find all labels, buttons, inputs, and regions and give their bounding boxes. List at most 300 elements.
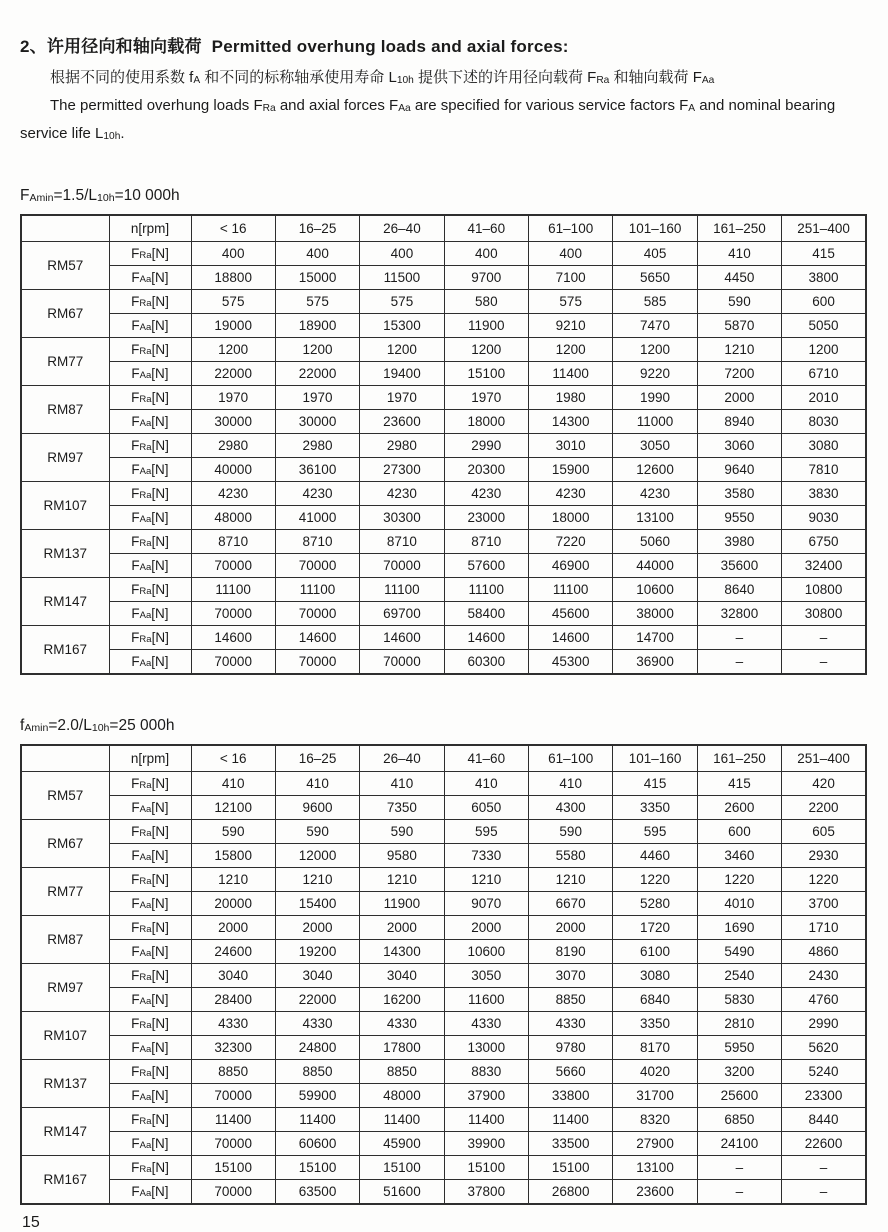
speed-header-cell: 251–400 <box>782 745 866 772</box>
fra-value-cell: 3040 <box>360 964 444 988</box>
faa-value-cell: 2600 <box>697 796 781 820</box>
faa-value-cell: 8170 <box>613 1036 697 1060</box>
fra-value-cell: 1970 <box>360 386 444 410</box>
fra-value-cell: 2430 <box>782 964 866 988</box>
fra-value-cell: 1210 <box>444 868 528 892</box>
rpm-header-cell: n[rpm] <box>109 745 191 772</box>
faa-value-cell: 6710 <box>782 362 866 386</box>
faa-value-cell: 7200 <box>697 362 781 386</box>
faa-value-cell: – <box>697 650 781 675</box>
fra-value-cell: 410 <box>360 772 444 796</box>
fra-value-cell: 2010 <box>782 386 866 410</box>
fra-value-cell: 8320 <box>613 1108 697 1132</box>
faa-value-cell: 5620 <box>782 1036 866 1060</box>
faa-value-cell: 12100 <box>191 796 275 820</box>
model-cell: RM147 <box>21 578 109 626</box>
faa-value-cell: 9550 <box>697 506 781 530</box>
fra-value-cell: 3830 <box>782 482 866 506</box>
fra-value-cell: 590 <box>360 820 444 844</box>
faa-value-cell: 3800 <box>782 266 866 290</box>
fra-value-cell: 8850 <box>191 1060 275 1084</box>
fra-value-cell: 400 <box>360 242 444 266</box>
table-row-faa <box>21 458 866 482</box>
faa-value-cell: 23300 <box>782 1084 866 1108</box>
table-header-row <box>21 745 866 772</box>
fra-value-cell: 595 <box>613 820 697 844</box>
model-cell: RM67 <box>21 820 109 868</box>
faa-value-cell: 4760 <box>782 988 866 1012</box>
faa-label-cell: $F_{Aa}[N]$ <box>109 410 191 434</box>
fra-value-cell: 405 <box>613 242 697 266</box>
fra-value-cell: 3350 <box>613 1012 697 1036</box>
fra-label-cell: $F_{Ra}[N]$ <box>109 820 191 844</box>
faa-value-cell: 5830 <box>697 988 781 1012</box>
model-cell: RM87 <box>21 916 109 964</box>
faa-value-cell: 36900 <box>613 650 697 675</box>
faa-value-cell: 4860 <box>782 940 866 964</box>
fra-label-cell: $F_{Ra}[N]$ <box>109 578 191 602</box>
faa-value-cell: 46900 <box>529 554 613 578</box>
faa-value-cell: 18000 <box>444 410 528 434</box>
faa-value-cell: 45300 <box>529 650 613 675</box>
faa-value-cell: 13000 <box>444 1036 528 1060</box>
faa-value-cell: 20300 <box>444 458 528 482</box>
fra-label-cell: $F_{Ra}[N]$ <box>109 1060 191 1084</box>
faa-value-cell: 19400 <box>360 362 444 386</box>
faa-value-cell: 39900 <box>444 1132 528 1156</box>
fra-value-cell: 2000 <box>444 916 528 940</box>
faa-value-cell: 9220 <box>613 362 697 386</box>
faa-value-cell: 13100 <box>613 506 697 530</box>
fra-label-cell: $F_{Ra}[N]$ <box>109 626 191 650</box>
fra-label-cell: $F_{Ra}[N]$ <box>109 868 191 892</box>
faa-value-cell: 30300 <box>360 506 444 530</box>
table-row-faa <box>21 1132 866 1156</box>
fra-value-cell: 1200 <box>782 338 866 362</box>
faa-value-cell: 70000 <box>275 602 359 626</box>
fra-value-cell: 1990 <box>613 386 697 410</box>
faa-value-cell: 33500 <box>529 1132 613 1156</box>
fra-value-cell: 14600 <box>191 626 275 650</box>
faa-value-cell: 18000 <box>529 506 613 530</box>
table-row-fra <box>21 1156 866 1180</box>
faa-value-cell: – <box>782 1180 866 1205</box>
fra-value-cell: 4020 <box>613 1060 697 1084</box>
fra-value-cell: 1200 <box>275 338 359 362</box>
faa-value-cell: 4300 <box>529 796 613 820</box>
faa-value-cell: 37800 <box>444 1180 528 1205</box>
faa-label-cell: $F_{Aa}[N]$ <box>109 796 191 820</box>
faa-value-cell: 27900 <box>613 1132 697 1156</box>
fra-value-cell: 15100 <box>444 1156 528 1180</box>
faa-value-cell: 18900 <box>275 314 359 338</box>
faa-label-cell: $F_{Aa}[N]$ <box>109 1180 191 1205</box>
faa-value-cell: 32300 <box>191 1036 275 1060</box>
speed-header-cell: 16–25 <box>275 745 359 772</box>
faa-value-cell: 9210 <box>529 314 613 338</box>
table-row-faa <box>21 892 866 916</box>
faa-value-cell: 12000 <box>275 844 359 868</box>
speed-header-cell: 161–250 <box>697 745 781 772</box>
faa-value-cell: 69700 <box>360 602 444 626</box>
faa-value-cell: 6670 <box>529 892 613 916</box>
speed-header-cell: 161–250 <box>697 215 781 242</box>
page-title-zh: 2、许用径向和轴向载荷 <box>20 37 202 56</box>
fra-label-cell: $F_{Ra}[N]$ <box>109 916 191 940</box>
faa-value-cell: 8190 <box>529 940 613 964</box>
fra-value-cell: 590 <box>191 820 275 844</box>
faa-value-cell: 7330 <box>444 844 528 868</box>
faa-value-cell: 11900 <box>360 892 444 916</box>
fra-value-cell: 2990 <box>782 1012 866 1036</box>
faa-value-cell: 58400 <box>444 602 528 626</box>
fra-value-cell: 11100 <box>275 578 359 602</box>
fra-value-cell: 590 <box>529 820 613 844</box>
faa-value-cell: 11600 <box>444 988 528 1012</box>
fra-label-cell: $F_{Ra}[N]$ <box>109 386 191 410</box>
faa-value-cell: 30800 <box>782 602 866 626</box>
fra-value-cell: 1210 <box>697 338 781 362</box>
fra-value-cell: 1970 <box>275 386 359 410</box>
fra-label-cell: $F_{Ra}[N]$ <box>109 482 191 506</box>
faa-value-cell: 15100 <box>444 362 528 386</box>
faa-value-cell: 30000 <box>191 410 275 434</box>
faa-value-cell: 14300 <box>360 940 444 964</box>
speed-header-cell: < 16 <box>191 745 275 772</box>
faa-label-cell: $F_{Aa}[N]$ <box>109 602 191 626</box>
faa-label-cell: $F_{Aa}[N]$ <box>109 362 191 386</box>
fra-label-cell: $F_{Ra}[N]$ <box>109 338 191 362</box>
fra-value-cell: 2000 <box>191 916 275 940</box>
fra-value-cell: 580 <box>444 290 528 314</box>
faa-value-cell: 9780 <box>529 1036 613 1060</box>
fra-label-cell: $F_{Ra}[N]$ <box>109 434 191 458</box>
fra-value-cell: – <box>782 626 866 650</box>
fra-value-cell: 590 <box>697 290 781 314</box>
faa-value-cell: 15000 <box>275 266 359 290</box>
fra-value-cell: 585 <box>613 290 697 314</box>
fra-value-cell: 8710 <box>444 530 528 554</box>
faa-label-cell: $F_{Aa}[N]$ <box>109 554 191 578</box>
faa-value-cell: 41000 <box>275 506 359 530</box>
fra-value-cell: 4230 <box>444 482 528 506</box>
table2-caption: $f_{Amin}=2.0/L_{10h}=25$ 000h <box>20 717 175 734</box>
fra-value-cell: 400 <box>191 242 275 266</box>
table-row-faa <box>21 940 866 964</box>
rpm-header-cell: n[rpm] <box>109 215 191 242</box>
fra-value-cell: 15100 <box>191 1156 275 1180</box>
fra-value-cell: 2980 <box>275 434 359 458</box>
fra-value-cell: 4330 <box>275 1012 359 1036</box>
fra-value-cell: 1970 <box>191 386 275 410</box>
model-cell: RM87 <box>21 386 109 434</box>
fra-value-cell: 10800 <box>782 578 866 602</box>
fra-value-cell: 11100 <box>360 578 444 602</box>
model-cell: RM57 <box>21 772 109 820</box>
table-row-fra <box>21 434 866 458</box>
fra-value-cell: 14600 <box>275 626 359 650</box>
faa-value-cell: 59900 <box>275 1084 359 1108</box>
faa-value-cell: 37900 <box>444 1084 528 1108</box>
corner-cell <box>21 745 109 772</box>
table-row-fra <box>21 242 866 266</box>
faa-label-cell: $F_{Aa}[N]$ <box>109 650 191 675</box>
faa-value-cell: 25600 <box>697 1084 781 1108</box>
faa-value-cell: 70000 <box>360 650 444 675</box>
faa-value-cell: 31700 <box>613 1084 697 1108</box>
table-row-faa <box>21 314 866 338</box>
fra-value-cell: 2540 <box>697 964 781 988</box>
fra-value-cell: 1200 <box>360 338 444 362</box>
faa-value-cell: 22600 <box>782 1132 866 1156</box>
faa-value-cell: 45600 <box>529 602 613 626</box>
faa-value-cell: 22000 <box>191 362 275 386</box>
faa-value-cell: 15800 <box>191 844 275 868</box>
faa-value-cell: 16200 <box>360 988 444 1012</box>
faa-value-cell: 5950 <box>697 1036 781 1060</box>
faa-label-cell: $F_{Aa}[N]$ <box>109 314 191 338</box>
table-row-fra <box>21 530 866 554</box>
fra-value-cell: 5060 <box>613 530 697 554</box>
fra-value-cell: 8710 <box>275 530 359 554</box>
fra-value-cell: 4230 <box>613 482 697 506</box>
faa-value-cell: 70000 <box>191 1132 275 1156</box>
faa-value-cell: 70000 <box>191 1084 275 1108</box>
fra-value-cell: 1970 <box>444 386 528 410</box>
faa-value-cell: 8030 <box>782 410 866 434</box>
fra-value-cell: 8830 <box>444 1060 528 1084</box>
faa-label-cell: $F_{Aa}[N]$ <box>109 266 191 290</box>
fra-label-cell: $F_{Ra}[N]$ <box>109 1108 191 1132</box>
faa-value-cell: 70000 <box>275 650 359 675</box>
speed-header-cell: 101–160 <box>613 215 697 242</box>
fra-value-cell: 1710 <box>782 916 866 940</box>
load-table <box>20 744 867 1205</box>
faa-value-cell: 4450 <box>697 266 781 290</box>
faa-value-cell: – <box>697 1180 781 1205</box>
faa-label-cell: $F_{Aa}[N]$ <box>109 940 191 964</box>
fra-value-cell: 1210 <box>275 868 359 892</box>
faa-value-cell: 3350 <box>613 796 697 820</box>
fra-value-cell: 3040 <box>275 964 359 988</box>
faa-label-cell: $F_{Aa}[N]$ <box>109 458 191 482</box>
fra-value-cell: 400 <box>529 242 613 266</box>
faa-value-cell: 15400 <box>275 892 359 916</box>
fra-value-cell: 8440 <box>782 1108 866 1132</box>
faa-value-cell: 9640 <box>697 458 781 482</box>
faa-value-cell: 15900 <box>529 458 613 482</box>
page-title <box>20 32 868 57</box>
fra-value-cell: 590 <box>275 820 359 844</box>
fra-value-cell: 2000 <box>360 916 444 940</box>
fra-value-cell: 8640 <box>697 578 781 602</box>
table-row-faa <box>21 554 866 578</box>
table-row-faa <box>21 988 866 1012</box>
table1-container <box>20 214 868 675</box>
faa-value-cell: 11000 <box>613 410 697 434</box>
fra-value-cell: 415 <box>613 772 697 796</box>
fra-value-cell: 11400 <box>360 1108 444 1132</box>
fra-value-cell: – <box>697 1156 781 1180</box>
faa-label-cell: $F_{Aa}[N]$ <box>109 844 191 868</box>
faa-value-cell: 48000 <box>191 506 275 530</box>
table-row-fra <box>21 1060 866 1084</box>
fra-value-cell: 2000 <box>529 916 613 940</box>
faa-value-cell: 4010 <box>697 892 781 916</box>
fra-value-cell: 11400 <box>275 1108 359 1132</box>
speed-header-cell: < 16 <box>191 215 275 242</box>
faa-value-cell: 10600 <box>444 940 528 964</box>
faa-value-cell: 33800 <box>529 1084 613 1108</box>
faa-value-cell: 12600 <box>613 458 697 482</box>
fra-value-cell: 10600 <box>613 578 697 602</box>
faa-value-cell: 32400 <box>782 554 866 578</box>
faa-value-cell: 44000 <box>613 554 697 578</box>
speed-header-cell: 41–60 <box>444 745 528 772</box>
fra-value-cell: 1200 <box>191 338 275 362</box>
faa-label-cell: $F_{Aa}[N]$ <box>109 1036 191 1060</box>
fra-value-cell: 600 <box>782 290 866 314</box>
faa-label-cell: $F_{Aa}[N]$ <box>109 988 191 1012</box>
speed-header-cell: 26–40 <box>360 215 444 242</box>
load-table <box>20 214 867 675</box>
fra-value-cell: 3070 <box>529 964 613 988</box>
model-cell: RM107 <box>21 1012 109 1060</box>
fra-value-cell: 595 <box>444 820 528 844</box>
fra-value-cell: 1200 <box>529 338 613 362</box>
fra-value-cell: 11100 <box>529 578 613 602</box>
model-cell: RM67 <box>21 290 109 338</box>
fra-value-cell: 575 <box>360 290 444 314</box>
fra-label-cell: $F_{Ra}[N]$ <box>109 242 191 266</box>
faa-value-cell: 7350 <box>360 796 444 820</box>
faa-value-cell: 24800 <box>275 1036 359 1060</box>
fra-value-cell: 1210 <box>191 868 275 892</box>
page-title-en: Permitted overhung loads and axial forces: <box>211 37 569 56</box>
faa-value-cell: 19200 <box>275 940 359 964</box>
fra-label-cell: $F_{Ra}[N]$ <box>109 964 191 988</box>
fra-value-cell: 3050 <box>613 434 697 458</box>
fra-value-cell: 2980 <box>191 434 275 458</box>
faa-value-cell: 7100 <box>529 266 613 290</box>
table-row-fra <box>21 290 866 314</box>
fra-value-cell: 400 <box>275 242 359 266</box>
fra-value-cell: 4230 <box>275 482 359 506</box>
fra-value-cell: 13100 <box>613 1156 697 1180</box>
table-row-faa <box>21 506 866 530</box>
fra-value-cell: 15100 <box>275 1156 359 1180</box>
faa-value-cell: 7810 <box>782 458 866 482</box>
faa-value-cell: 18800 <box>191 266 275 290</box>
fra-value-cell: 14600 <box>360 626 444 650</box>
table-header-row <box>21 215 866 242</box>
model-cell: RM167 <box>21 1156 109 1205</box>
faa-value-cell: 3700 <box>782 892 866 916</box>
fra-value-cell: 6750 <box>782 530 866 554</box>
fra-value-cell: 11400 <box>191 1108 275 1132</box>
faa-value-cell: 11900 <box>444 314 528 338</box>
table-row-fra <box>21 482 866 506</box>
fra-value-cell: 11100 <box>191 578 275 602</box>
fra-value-cell: 3040 <box>191 964 275 988</box>
table-row-fra <box>21 868 866 892</box>
fra-value-cell: 2810 <box>697 1012 781 1036</box>
faa-value-cell: 19000 <box>191 314 275 338</box>
table-row-faa <box>21 602 866 626</box>
faa-value-cell: 28400 <box>191 988 275 1012</box>
fra-value-cell: 415 <box>782 242 866 266</box>
table-row-faa <box>21 362 866 386</box>
faa-label-cell: $F_{Aa}[N]$ <box>109 892 191 916</box>
fra-value-cell: 410 <box>444 772 528 796</box>
faa-value-cell: 30000 <box>275 410 359 434</box>
fra-value-cell: 1690 <box>697 916 781 940</box>
faa-value-cell: 40000 <box>191 458 275 482</box>
speed-header-cell: 61–100 <box>529 215 613 242</box>
fra-value-cell: 8850 <box>360 1060 444 1084</box>
speed-header-cell: 26–40 <box>360 745 444 772</box>
fra-value-cell: 3980 <box>697 530 781 554</box>
model-cell: RM147 <box>21 1108 109 1156</box>
table-row-fra <box>21 772 866 796</box>
faa-value-cell: 5280 <box>613 892 697 916</box>
faa-value-cell: 9580 <box>360 844 444 868</box>
page-number: 15 <box>22 1214 40 1231</box>
fra-value-cell: 420 <box>782 772 866 796</box>
fra-value-cell: 3060 <box>697 434 781 458</box>
fra-value-cell: 605 <box>782 820 866 844</box>
faa-value-cell: 51600 <box>360 1180 444 1205</box>
faa-value-cell: 70000 <box>360 554 444 578</box>
fra-value-cell: 410 <box>697 242 781 266</box>
fra-value-cell: 4230 <box>529 482 613 506</box>
fra-value-cell: 575 <box>275 290 359 314</box>
model-cell: RM97 <box>21 964 109 1012</box>
faa-value-cell: 32800 <box>697 602 781 626</box>
faa-value-cell: 5050 <box>782 314 866 338</box>
fra-label-cell: $F_{Ra}[N]$ <box>109 772 191 796</box>
fra-value-cell: 7220 <box>529 530 613 554</box>
fra-value-cell: 1220 <box>613 868 697 892</box>
fra-value-cell: 575 <box>529 290 613 314</box>
table-row-fra <box>21 578 866 602</box>
fra-label-cell: $F_{Ra}[N]$ <box>109 1012 191 1036</box>
fra-value-cell: 1210 <box>360 868 444 892</box>
faa-value-cell: 17800 <box>360 1036 444 1060</box>
faa-value-cell: 60300 <box>444 650 528 675</box>
fra-value-cell: 4330 <box>529 1012 613 1036</box>
fra-value-cell: 14600 <box>529 626 613 650</box>
faa-value-cell: 36100 <box>275 458 359 482</box>
table-row-fra <box>21 338 866 362</box>
fra-value-cell: 1210 <box>529 868 613 892</box>
table-row-fra <box>21 626 866 650</box>
faa-value-cell: 2930 <box>782 844 866 868</box>
model-cell: RM137 <box>21 530 109 578</box>
table-row-faa <box>21 844 866 868</box>
faa-value-cell: 5870 <box>697 314 781 338</box>
model-cell: RM107 <box>21 482 109 530</box>
intro-paragraph-zh: 根据不同的使用系数 $f_A$ 和不同的标称轴承使用寿命 $L_{10h}$ 提供下述的许用径向载荷 $F_{Ra}$ 和轴向载荷 $F_{Aa}$ <box>50 69 715 86</box>
faa-value-cell: 5490 <box>697 940 781 964</box>
faa-value-cell: 8850 <box>529 988 613 1012</box>
fra-value-cell: 14600 <box>444 626 528 650</box>
fra-value-cell: – <box>782 1156 866 1180</box>
fra-value-cell: 2000 <box>275 916 359 940</box>
model-cell: RM97 <box>21 434 109 482</box>
table-row-faa <box>21 410 866 434</box>
faa-value-cell: 60600 <box>275 1132 359 1156</box>
